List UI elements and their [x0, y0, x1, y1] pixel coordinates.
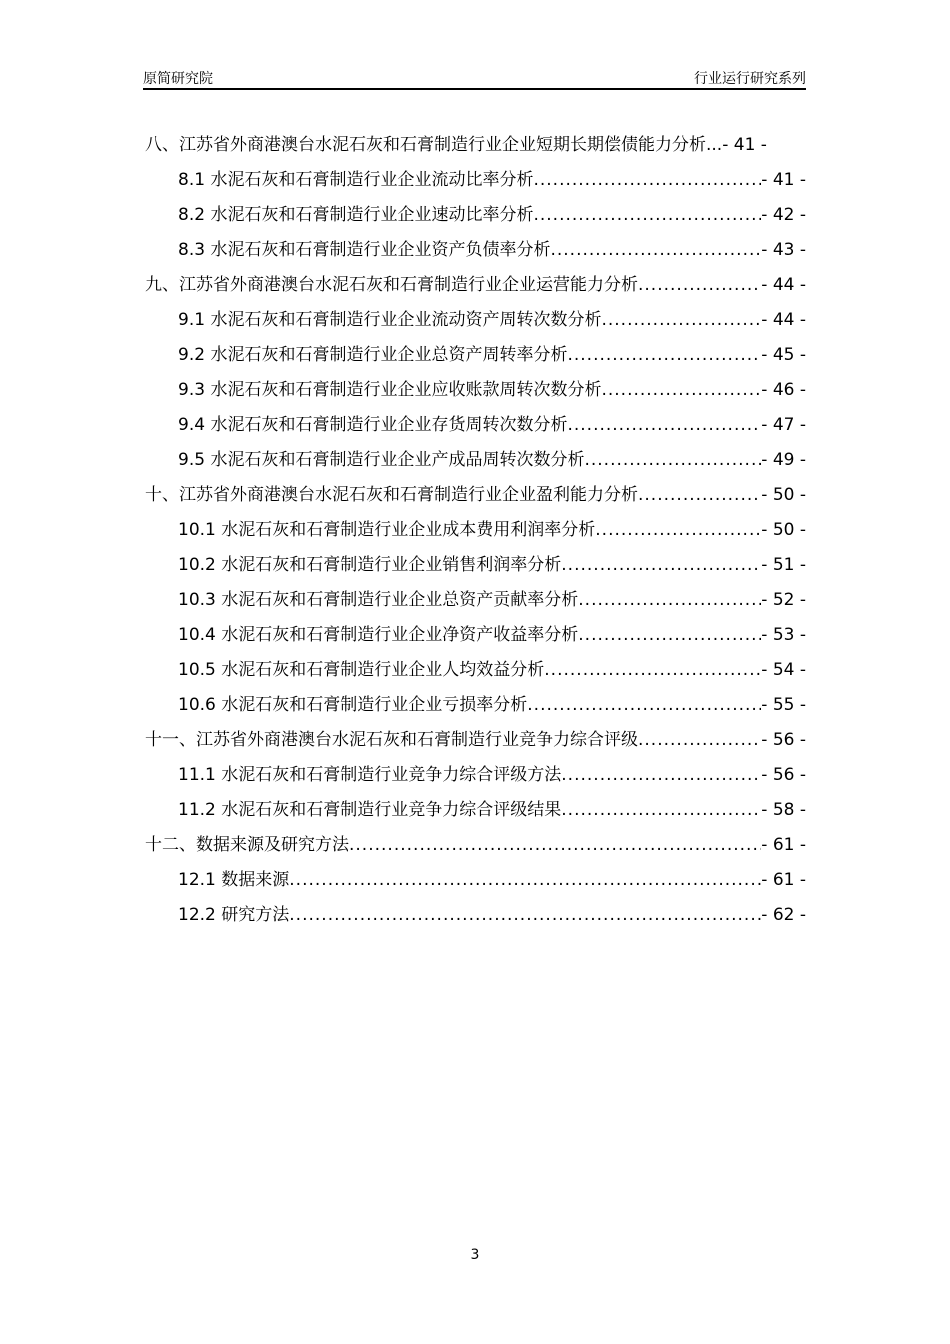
toc-entry-page: - 45 - — [761, 345, 806, 365]
header-org: 原简研究院 — [143, 71, 213, 87]
toc-leader — [527, 688, 761, 723]
toc-entry-title: 12.2 研究方法 — [178, 905, 290, 925]
toc-entry-page: - 56 - — [761, 765, 806, 785]
toc-entry-page: - 46 - — [761, 380, 806, 400]
toc-leader: ... — [706, 135, 723, 155]
toc-entry-title: 9.1 水泥石灰和石膏制造行业企业流动资产周转次数分析 — [178, 310, 602, 330]
toc-leader — [561, 758, 761, 793]
toc-entry[interactable] — [145, 408, 806, 443]
toc-entry[interactable] — [145, 898, 806, 933]
toc-leader — [533, 198, 761, 233]
toc-entry-page: - 58 - — [761, 800, 806, 820]
toc-entry-page: - 41 - — [761, 170, 806, 190]
toc-entry-title: 10.5 水泥石灰和石膏制造行业企业人均效益分析 — [178, 660, 545, 680]
toc-leader — [289, 898, 761, 933]
toc-leader — [638, 268, 761, 303]
toc-entry[interactable] — [145, 478, 806, 513]
toc-entry-title: 10.2 水泥石灰和石膏制造行业企业销售利润率分析 — [178, 555, 562, 575]
toc-leader — [601, 303, 761, 338]
toc-leader — [561, 548, 761, 583]
table-of-contents — [145, 128, 806, 933]
toc-entry-page: - 44 - — [761, 310, 806, 330]
toc-entry-page: - 61 - — [761, 835, 806, 855]
toc-leader — [550, 233, 761, 268]
toc-entry[interactable] — [145, 513, 806, 548]
toc-entry-title: 十一、江苏省外商港澳台水泥石灰和石膏制造行业竞争力综合评级 — [145, 730, 638, 750]
toc-leader — [638, 478, 761, 513]
toc-entry-page: - 43 - — [761, 240, 806, 260]
toc-leader — [349, 828, 761, 863]
toc-entry-title: 九、江苏省外商港澳台水泥石灰和石膏制造行业企业运营能力分析 — [145, 275, 638, 295]
toc-leader — [567, 338, 761, 373]
toc-entry-page: - 53 - — [761, 625, 806, 645]
toc-entry-page: - 52 - — [761, 590, 806, 610]
toc-entry[interactable] — [145, 653, 806, 688]
toc-entry[interactable] — [145, 443, 806, 478]
toc-entry[interactable] — [145, 583, 806, 618]
toc-entry[interactable] — [145, 163, 806, 198]
toc-entry[interactable] — [145, 128, 806, 163]
toc-leader — [567, 408, 761, 443]
toc-leader — [533, 163, 761, 198]
toc-entry-page: - 41 - — [722, 135, 767, 155]
toc-entry-title: 10.1 水泥石灰和石膏制造行业企业成本费用利润率分析 — [178, 520, 596, 540]
toc-entry[interactable] — [145, 688, 806, 723]
toc-entry-title: 9.4 水泥石灰和石膏制造行业企业存货周转次数分析 — [178, 415, 568, 435]
toc-entry[interactable] — [145, 828, 806, 863]
toc-entry-title: 十二、数据来源及研究方法 — [145, 835, 349, 855]
toc-entry-page: - 56 - — [761, 730, 806, 750]
toc-entry-page: - 44 - — [761, 275, 806, 295]
toc-entry[interactable] — [145, 233, 806, 268]
toc-leader — [578, 583, 761, 618]
toc-entry-title: 10.4 水泥石灰和石膏制造行业企业净资产收益率分析 — [178, 625, 579, 645]
toc-entry-page: - 47 - — [761, 415, 806, 435]
toc-entry-title: 8.1 水泥石灰和石膏制造行业企业流动比率分析 — [178, 170, 534, 190]
toc-entry-title: 11.1 水泥石灰和石膏制造行业竞争力综合评级方法 — [178, 765, 562, 785]
page-number: 3 — [470, 1247, 480, 1263]
toc-entry[interactable] — [145, 723, 806, 758]
toc-leader — [289, 863, 761, 898]
toc-entry[interactable] — [145, 373, 806, 408]
toc-entry[interactable] — [145, 338, 806, 373]
toc-entry-title: 11.2 水泥石灰和石膏制造行业竞争力综合评级结果 — [178, 800, 562, 820]
toc-entry-page: - 62 - — [761, 905, 806, 925]
page-header — [143, 66, 806, 90]
toc-entry-page: - 55 - — [761, 695, 806, 715]
toc-leader — [578, 618, 761, 653]
toc-entry-title: 8.2 水泥石灰和石膏制造行业企业速动比率分析 — [178, 205, 534, 225]
toc-entry-page: - 61 - — [761, 870, 806, 890]
toc-entry-title: 10.3 水泥石灰和石膏制造行业企业总资产贡献率分析 — [178, 590, 579, 610]
toc-entry[interactable] — [145, 793, 806, 828]
toc-entry-title: 9.5 水泥石灰和石膏制造行业企业产成品周转次数分析 — [178, 450, 585, 470]
toc-entry-title: 9.2 水泥石灰和石膏制造行业企业总资产周转率分析 — [178, 345, 568, 365]
toc-leader — [561, 793, 761, 828]
toc-entry-page: - 49 - — [761, 450, 806, 470]
toc-entry-title: 十、江苏省外商港澳台水泥石灰和石膏制造行业企业盈利能力分析 — [145, 485, 638, 505]
toc-entry[interactable] — [145, 618, 806, 653]
toc-entry[interactable] — [145, 198, 806, 233]
toc-entry-title: 8.3 水泥石灰和石膏制造行业企业资产负债率分析 — [178, 240, 551, 260]
toc-entry-title: 10.6 水泥石灰和石膏制造行业企业亏损率分析 — [178, 695, 528, 715]
toc-entry-page: - 54 - — [761, 660, 806, 680]
toc-entry-page: - 50 - — [761, 520, 806, 540]
toc-entry-title: 八、江苏省外商港澳台水泥石灰和石膏制造行业企业短期长期偿债能力分析 — [145, 135, 706, 155]
toc-entry-page: - 51 - — [761, 555, 806, 575]
toc-leader — [595, 513, 761, 548]
toc-leader — [601, 373, 761, 408]
header-series: 行业运行研究系列 — [694, 71, 806, 87]
toc-entry[interactable] — [145, 303, 806, 338]
toc-entry[interactable] — [145, 268, 806, 303]
toc-leader — [638, 723, 761, 758]
toc-entry-title: 9.3 水泥石灰和石膏制造行业企业应收账款周转次数分析 — [178, 380, 602, 400]
toc-leader — [544, 653, 761, 688]
toc-entry-title: 12.1 数据来源 — [178, 870, 290, 890]
toc-entry[interactable] — [145, 548, 806, 583]
toc-entry[interactable] — [145, 758, 806, 793]
toc-entry[interactable] — [145, 863, 806, 898]
toc-leader — [584, 443, 761, 478]
toc-entry-page: - 42 - — [761, 205, 806, 225]
toc-entry-page: - 50 - — [761, 485, 806, 505]
